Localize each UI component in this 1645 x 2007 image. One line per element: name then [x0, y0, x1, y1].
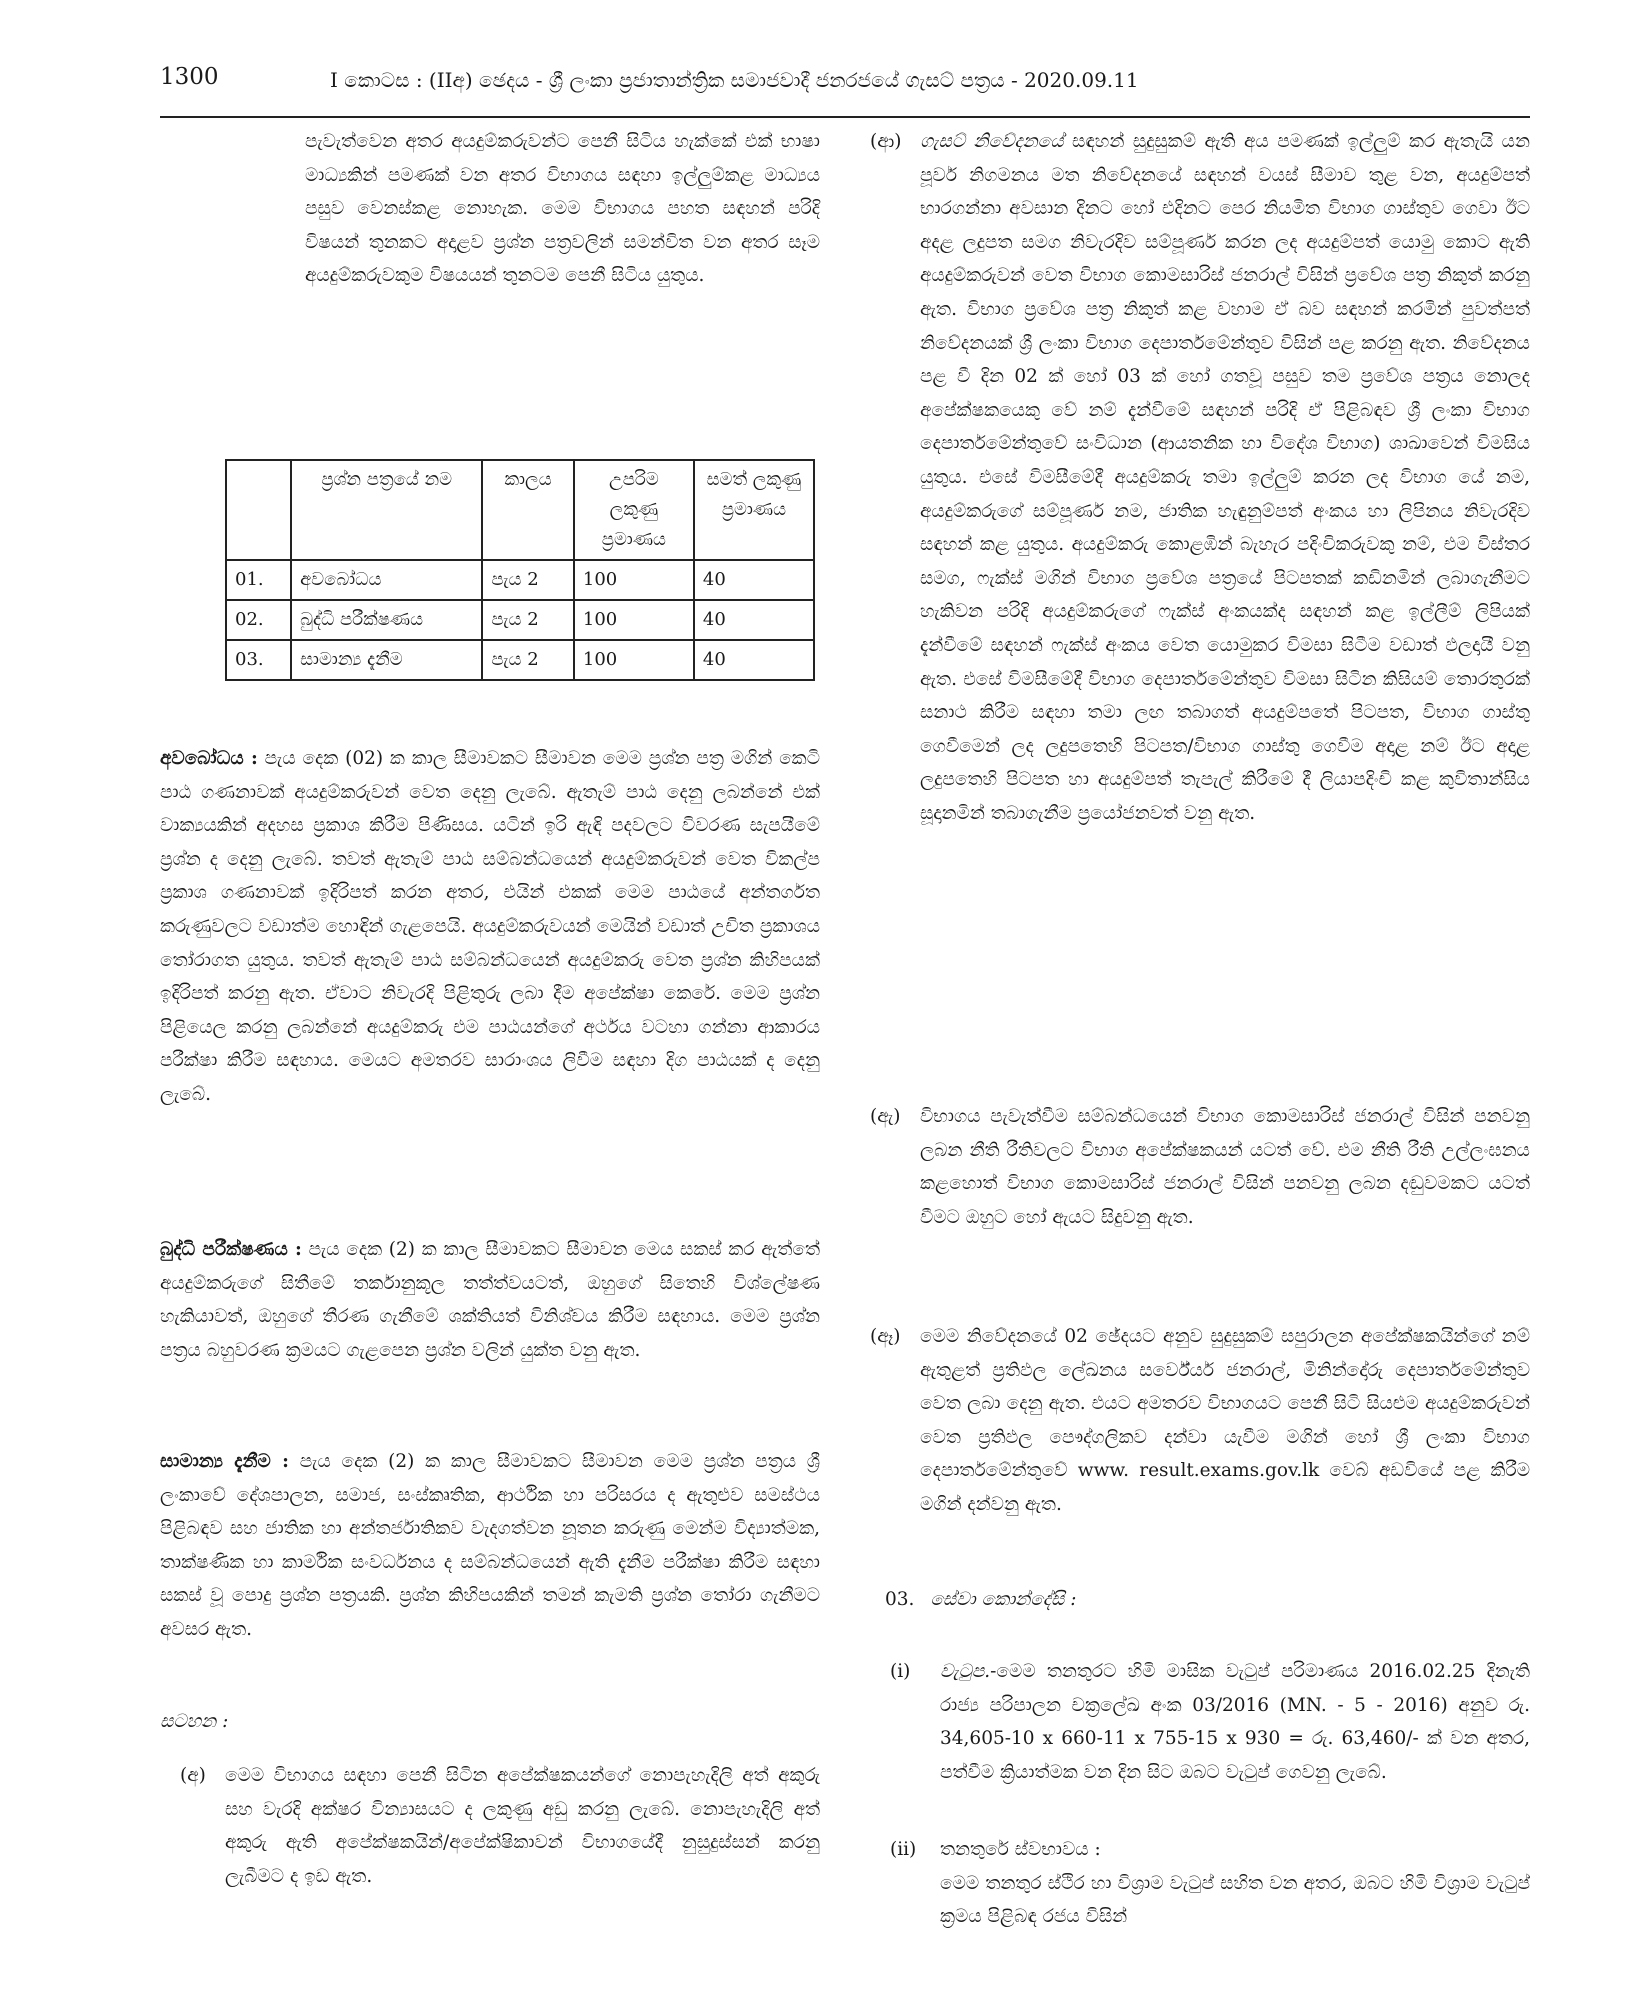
condition-i-body [940, 1655, 1530, 1789]
clause-ae-text: විභාගය පැවැත්වීම සම්බන්ධයෙන් විභාග කොමසාරිස් ජනරාල් විසින් පනවනු ලබන නීති රීතිවලට විභාග අපේක්ෂකයන් යටත් වේ. එම නීති රීති උල්ලංඝනය කළහොත් විභාග කොමසාරිස් ජනරාල් විසින් පනවනු ලබන දඬුවමකට යටත් වීමට ඔහුට හෝ ඇයට සිදුවනු ඇත. [920, 1106, 1530, 1228]
table-header-cell: සමත් ලකුණු ප්‍රමාණය [694, 460, 814, 560]
condition-ii-text: මෙම තනතුර ස්ථිර හා විශ්‍රාම වැටුප් සහිත වන අතර, ඔබට හිමි විශ්‍රාම වැටුප් ක්‍රමය පිළිබඳ රජය විසින් [940, 1872, 1530, 1928]
intelligence-term: බුද්ධි පරීක්ෂණය : [160, 1239, 302, 1260]
table-cell: පැය 2 [482, 560, 574, 600]
comprehension-term: අවබෝධය : [160, 748, 258, 769]
intelligence-text: පැය දෙක (2) ක කාල සීමාවකට සීමාවන මෙය සකස් කර ඇත්තේ අයදුම්කරුගේ සිතීමේ තර්කානුකූල තත්ත්වයටත්, ඔහුගේ සිතෙහි විශ්ලේෂණ හැකියාවත්, ඔහුගේ තීරණ ගැනීමේ ශක්තියත් විනිශ්චය කිරීම සඳහාය. මෙම ප්‍රශ්න පත්‍රය බහුවරණ ක්‍රමයට ගැළපෙන ප්‍රශ්න වලින් යුක්ත වනු ඇත. [160, 1239, 820, 1361]
left-column [160, 125, 820, 2005]
table-cell: 01. [226, 560, 291, 600]
table-cell: පැය 2 [482, 600, 574, 640]
clause-aa-italic: ගැසට් නිවේදනයේ [920, 131, 1064, 152]
note-a-label: (අ) [180, 1765, 206, 1786]
table-header-cell: කාලය [482, 460, 574, 560]
header-rule [160, 116, 1530, 118]
note-a-text: මෙම විභාගය සඳහා පෙනී සිටින අපේක්ෂකයන්ගේ නොපැහැදිලි අත් අකුරු සහ වැරදි අක්ෂර වින්‍යාසයට ද ලකුණු අඩු කරනු ලැබේ. නොපැහැදිලි අත් අකුරු ඇති අපේක්ෂකයින්/අපේක්ෂිකාවන් විභාගයේදී නුසුදුස්සන් කරනු ලැබීමට ද ඉඩ ඇත. [225, 1765, 820, 1887]
intelligence-paragraph [160, 1233, 820, 1367]
page-header [160, 64, 1530, 120]
condition-ii-title: තනතුරේ ස්වභාවය : [940, 1839, 1101, 1860]
note-a [180, 1759, 820, 1959]
clause-aee-text: මෙම නිවේදනයේ 02 ඡේදයට අනුව සුදුසුකම් සපුරාලන අපේක්ෂකයින්ගේ නම් ඇතුළත් ප්‍රතිඵල ලේඛනය සර්වේයර් ජනරාල්, මිනින්දෝරු දෙපාර්තමේන්තුව වෙත ලබා දෙනු ඇත. එයට අමතරව විභාගයට පෙනී සිටි සියළුම අයදුම්කරුවන් වෙත ප්‍රතිඵල පෞද්ගලිකව දන්වා යැවීම මගින් හෝ ශ්‍රී ලංකා විභාග දෙපාර්තමේන්තුවේ www. result.exams.gov.lk වෙබ් අඩවියේ පළ කිරීම මගින් දන්වනු ඇත. [920, 1326, 1530, 1515]
clause-aa [870, 125, 1530, 1055]
condition-i-italic: වැටුප. [940, 1661, 991, 1682]
comprehension-paragraph [160, 742, 820, 1112]
table-cell: අවබෝධය [291, 560, 482, 600]
table-cell: 03. [226, 640, 291, 680]
clause-aa-text: සඳහන් සුදුසුකම් ඇති අය පමණක් ඉල්ලුම් කර ඇතැයි යන පූර්ව නිගමනය මත නිවේදනයේ සඳහන් වයස් සීමාව තුළ වන, අයදුම්පත් භාරගන්නා අවසාන දිනට හෝ එදිනට පෙර නියමිත විභාග ගාස්තුව ගෙවා ඊට අදළ ලදුපත සමග නිවැරදිව සම්පූර්ණ කරන ලද අයදුම්පත් යොමු කොට ඇති අයදුම්කරුවන් වෙත විභාග කොමසාරිස් ජනරාල් විසින් ප්‍රවේශ පත්‍ර නිකුත් කරනු ඇත. විභාග ප්‍රවේශ පත්‍ර නිකුත් කළ වහාම ඒ බව සඳහන් කරමින් පුවත්පත් නිවේදනයක් ශ්‍රී ලංකා විභාග දෙපාර්තමේන්තුව විසින් පළ කරනු ඇත. නිවේදනය පළ වී දින 02 ක් හෝ 03 ක් හෝ ගතවූ පසුව තම ප්‍රවේශ පත්‍රය නොලද අපේක්ෂකයෙකු වේ නම් දැන්වීමේ සඳහන් පරිදි ඒ පිළිබඳව ශ්‍රී ලංකා විභාග දෙපාර්තමේන්තුවේ සංවිධාන (ආයතනික හා විදේශ විභාග) ශාඛාවෙන් විමසිය යුතුය. එසේ විමසීමේදී අයදුම්කරු තමා ඉල්ලුම් කරන ලද විභාග යේ නම, අයදුම්කරුගේ සම්පූර්ණ නම, ජාතික හැඳුනුම්පත් අංකය හා ලිපිනය නිවැරදිව සඳහන් කළ යුතුය. අයදුම්කරු කොළඹින් බැහැර පදිංචිකරුවකු නම්, එම විස්තර සමග, ෆැක්ස් මගින් විභාග ප්‍රවේශ පත්‍රයේ පිටපතක් කඩිනමින් ලබාගැනීමට හැකිවන පරිදි අයදුම්කරුගේ ෆැක්ස් අංකයක්ද සඳහන් කළ ඉල්ලීම් ලිපියක් දැන්වීමේ සඳහන් ෆැක්ස් අංකය වෙත යොමුකර විමසා සිටීම වඩාත් ඵලදායී වනු ඇත. එසේ විමසීමේදී විභාග දෙපාර්තමේන්තුව විමසා සිටින කිසියම් තොරතුරක් සනාථ කිරීම සඳහා තමා ලඟ තබාගත් අයදුම්පතේ පිටපත, විභාග ගාස්තු ගෙවීමෙන් ලද ලදුපතෙහි පිටපත/විභාග ගාස්තු ගෙවීම අදාළ නම් ඊට අදාළ ලදුපතෙහි පිටපත හා අයදුම්පත් තැපැල් කිරීමේ දී ලියාපදිංචි කළ කුවිතාන්සිය සූදානමින් තබාගැනීම ප්‍රයෝජනවත් වනු ඇත. [920, 131, 1530, 824]
table-cell: 100 [574, 640, 694, 680]
table-header-cell: උපරිම ලකුණු ප්‍රමාණය [574, 460, 694, 560]
table-header-row [226, 460, 814, 560]
section-3-number: 03. [885, 1589, 915, 1610]
table-cell: බුද්ධි පරීක්ෂණය [291, 600, 482, 640]
condition-i-text: -මෙම තනතුරට හිමි මාසික වැටුප් පරිමාණය 2016.02.25 දිනැති රාජ්‍ය පරිපාලන චක්‍රලේඛ අංක 03/2016 (MN. - 5 - 2016) අනුව රු. 34,605-10 x 660-11 x 755-15 x 930 = රු. 63,460/- ක් වන අතර, පත්වීම ක්‍රියාත්මක වන දින සිට ඔබට වැටුප් ගෙවනු ලැබේ. [940, 1661, 1530, 1783]
clause-ae [870, 1100, 1530, 1270]
condition-i-label: (i) [890, 1661, 911, 1682]
table-cell: පැය 2 [482, 640, 574, 680]
exam-papers-table [225, 459, 815, 681]
right-column [870, 125, 1530, 2005]
table-cell: 40 [694, 600, 814, 640]
clause-aee [870, 1320, 1530, 1570]
table-cell: 02. [226, 600, 291, 640]
table-row [226, 640, 814, 680]
table-cell: 40 [694, 640, 814, 680]
section-3-heading [885, 1583, 1530, 1623]
table-cell: 100 [574, 560, 694, 600]
condition-ii [890, 1833, 1530, 1953]
gazette-title: I කොටස : (IIඅ) ඡෙදය - ශ්‍රී ලංකා ප්‍රජාතාන්ත්‍රික සමාජවාදී ජනරජයේ ගැසට් පත්‍රය - 2020.09.11 [330, 68, 1139, 92]
clause-ae-label: (ඇ) [870, 1106, 901, 1127]
note-heading: සටහන : [160, 1711, 229, 1732]
table-header-cell: ප්‍රශ්න පත්‍රයේ නම [291, 460, 482, 560]
table-cell: සාමාන්‍ය දැනීම [291, 640, 482, 680]
table-cell: 100 [574, 600, 694, 640]
general-knowledge-term: සාමාන්‍ය දැනීම : [160, 1451, 289, 1472]
page-number: 1300 [160, 64, 219, 90]
table-header-cell [226, 460, 291, 560]
table-row [226, 600, 814, 640]
general-knowledge-paragraph [160, 1445, 820, 1647]
general-knowledge-text: පැය දෙක (2) ක කාල සීමාවකට සීමාවන මෙම ප්‍රශ්න පත්‍රය ශ්‍රී ලංකාවේ දේශපාලන, සමාජ, සංස්කෘතික, ආර්ථික හා පරිසරය ද ඇතුළුව සමස්ථය පිළිබඳව සහ ජාතික හා අන්තර්ජාතිකව වැදගත්වන නූතන කරුණු මෙන්ම විද්‍යාත්මක, තාක්ෂණික හා කාර්මික සංවර්ධනය ද සම්බන්ධයෙන් ඇති දැනීම පරීක්ෂා කිරීම සඳහා සකස් වූ පොදු ප්‍රශ්න පත්‍රයකි. ප්‍රශ්න කිහිපයකින් තමන් කැමති ප්‍රශ්න තෝරා ගැනීමට අවසර ඇත. [160, 1451, 820, 1640]
clause-aa-label: (ආ) [870, 131, 902, 152]
table-row [226, 560, 814, 600]
condition-ii-label: (ii) [890, 1839, 917, 1860]
table-cell: 40 [694, 560, 814, 600]
comprehension-text: පැය දෙක (02) ක කාල සීමාවකට සීමාවන මෙම ප්‍රශ්න පත්‍ර මගින් කෙටි පාඨ ගණනාවක් අයදුම්කරුවන් වෙත දෙනු ලැබේ. ඇතැම් පාඨ දෙනු ලබන්නේ එක් වාක්‍යයකින් අදහස ප්‍රකාශ කිරීම පිණිසය. යටින් ඉරි ඇඳි පදවලට විවරණ සැපයීමේ ප්‍රශ්න ද දෙනු ලැබේ. තවත් ඇතැම් පාඨ සම්බන්ධයෙන් අයදුම්කරුවන් වෙත විකල්ප ප්‍රකාශ ගණනාවක් ඉදිරිපත් කරන අතර, එයින් එකක් මෙම පාඨයේ අන්තර්ගත කරුණුවලට වඩාත්ම හොඳින් ගැළපෙයි. අයදුම්කරුවයන් මෙයින් වඩාත් උචිත ප්‍රකාශය තෝරාගත යුතුය. තවත් ඇතැම් පාඨ සම්බන්ධයෙන් අයදුම්කරු වෙත ප්‍රශ්න කිහිපයක් ඉදිරිපත් කරනු ඇත. ඒවාට නිවැරදි පිළිතුරු ලබා දීම අපේක්ෂා කෙරේ. මෙම ප්‍රශ්න පිළියෙල කරනු ලබන්නේ අයදුම්කරු එම පාඨයන්ගේ අර්ථය වටහා ගන්නා ආකාරය පරීක්ෂා කිරීම සඳහාය. මෙයට අමතරව සාරාංශය ලිවීම සඳහා දිග පාඨයක් ද දෙනු ලැබේ. [160, 748, 820, 1105]
section-3-title: සේවා කොන්දේසි : [930, 1589, 1077, 1610]
intro-paragraph: පැවැත්වෙන අතර අයදුම්කරුවන්ට පෙනී සිටිය හැක්කේ එක් භාෂා මාධ්‍යකින් පමණක් වන අතර විභාගය සඳහා ඉල්ලුම්කළ මාධ්‍යය පසුව වෙනස්කළ නොහැක. මෙම විභාගය පහත සඳහන් පරිදි විෂයන් තුනකට අදාළව ප්‍රශ්න පත්‍රවලින් සමන්විත වන අතර සෑම අයදුම්කරුවකුම විෂයයන් තුනටම පෙනී සිටිය යුතුය. [305, 131, 820, 287]
condition-ii-body [940, 1833, 1530, 1934]
clause-aa-body [920, 125, 1530, 830]
clause-aee-label: (ඈ) [870, 1326, 901, 1347]
condition-i [890, 1655, 1530, 1825]
